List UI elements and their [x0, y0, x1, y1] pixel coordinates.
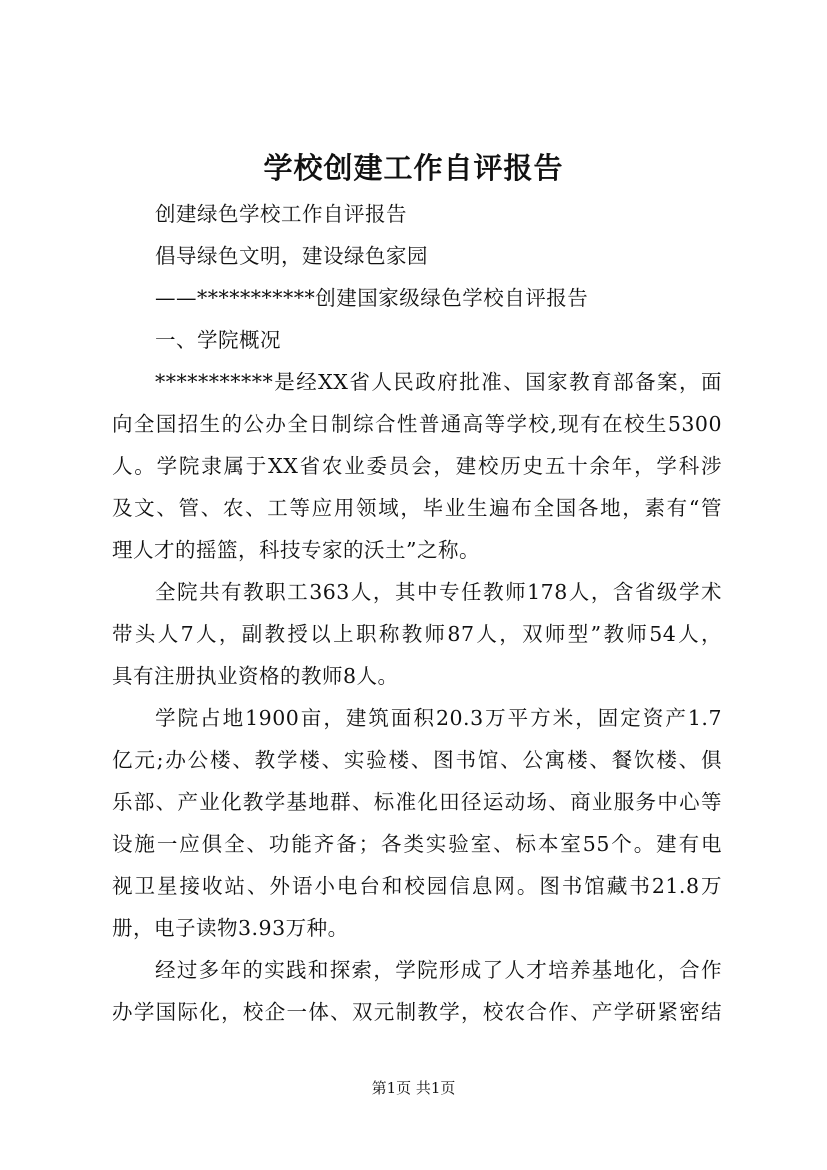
section-heading: 一、学院概况 — [155, 328, 281, 352]
paragraph-line: 办学国际化，校企一体、双元制教学，校农合作、产学研紧密结 — [112, 1000, 722, 1024]
subtitle-line: ——***********创建国家级绿色学校自评报告 — [155, 286, 589, 310]
paragraph-line: 册，电子读物3.93万种。 — [112, 916, 349, 940]
paragraph-line: 人。学院隶属于XX省农业委员会，建校历史五十余年，学科涉 — [112, 454, 722, 478]
subtitle-line: 创建绿色学校工作自评报告 — [155, 202, 407, 226]
paragraph-line: 视卫星接收站、外语小电台和校园信息网。图书馆藏书21.8万 — [112, 874, 722, 898]
paragraph-line: 全院共有教职工363人，其中专任教师178人，含省级学术 — [155, 580, 722, 604]
paragraph-line: 理人才的摇篮，科技专家的沃土”之称。 — [112, 538, 480, 562]
subtitle-line: 倡导绿色文明，建设绿色家园 — [155, 244, 428, 268]
paragraph-line: 向全国招生的公办全日制综合性普通高等学校,现有在校生5300 — [112, 412, 722, 436]
paragraph-line: 经过多年的实践和探索，学院形成了人才培养基地化，合作 — [155, 958, 722, 982]
paragraph-line: 及文、管、农、工等应用领域，毕业生遍布全国各地，素有“管 — [112, 496, 722, 520]
paragraph-line: 亿元;办公楼、教学楼、实验楼、图书馆、公寓楼、餐饮楼、俱 — [112, 748, 722, 772]
paragraph-line: ***********是经XX省人民政府批准、国家教育部备案，面 — [155, 370, 722, 394]
paragraph-line: 带头人7人，副教授以上职称教师87人，双师型”教师54人， — [112, 622, 722, 646]
paragraph-line: 学院占地1900亩，建筑面积20.3万平方米，固定资产1.7 — [155, 706, 722, 730]
paragraph-line: 具有注册执业资格的教师8人。 — [112, 664, 399, 688]
paragraph-line: 乐部、产业化教学基地群、标准化田径运动场、商业服务中心等 — [112, 790, 722, 814]
document-title: 学校创建工作自评报告 — [263, 151, 564, 185]
paragraph-line: 设施一应俱全、功能齐备；各类实验室、标本室55个。建有电 — [112, 832, 722, 856]
page-number-footer: 第1页 共1页 — [371, 1079, 456, 1097]
